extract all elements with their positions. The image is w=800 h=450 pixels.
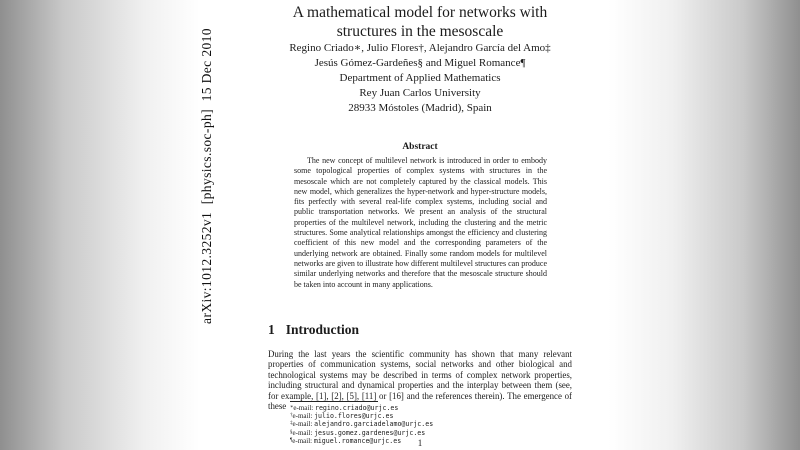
page-number: 1 <box>417 438 423 448</box>
footnote-email: regino.criado@urjc.es <box>314 404 399 412</box>
arxiv-identifier-watermark: arXiv:1012.3252v1 [physics.soc-ph] 15 Dec 2010 <box>199 28 214 324</box>
footnote-marker: ‡ <box>290 421 293 427</box>
affiliation-line: Department of Applied Mathematics <box>339 72 501 84</box>
footnote-label: e-mail: <box>292 420 315 429</box>
footnote <box>290 420 433 428</box>
footnote-email: julio.flores@urjc.es <box>314 412 394 421</box>
affiliation-line: 28933 Móstoles (Madrid), Spain <box>348 102 492 114</box>
footnote-label: e-mail: <box>292 412 315 421</box>
footnote-marker: ∗ <box>290 405 294 410</box>
footnote <box>290 412 433 420</box>
paper-title: A mathematical model for networks with structures in the mesoscale <box>292 4 548 40</box>
footnote-marker: † <box>290 413 293 419</box>
footnote <box>290 429 433 437</box>
footnote-email: alejandro.garciadelamo@urjc.es <box>314 420 434 429</box>
author-line: Jesús Gómez-Gardeñes§ and Miguel Romance¶ <box>314 57 526 69</box>
footnote-marker: § <box>290 429 293 435</box>
body-paragraph: During the last years the scientific community has shown that many relevant properties of communication systems, social networks and other biological and technological systems may be described in terms of complex network properties, including structural and dynamical properties and the interplay between them (see, for example, [1], [2], [5], [11] or [16] and the references therein). The emergence of these <box>268 349 572 412</box>
footnote-email: jesus.gomez.gardenes@urjc.es <box>314 428 426 437</box>
abstract-heading: Abstract <box>402 142 438 152</box>
footnote-marker: ¶ <box>290 437 293 443</box>
footnote-label: e-mail: <box>293 404 315 412</box>
footnote-label: e-mail: <box>292 436 314 445</box>
section-heading <box>268 322 359 338</box>
authors-block <box>250 41 590 116</box>
section-number: 1 <box>268 322 275 337</box>
footnote-rule <box>290 401 378 402</box>
author-line: Regino Criado∗, Julio Flores†, Alejandro García del Amo‡ <box>289 42 551 54</box>
footnote <box>290 404 433 412</box>
section-title: Introduction <box>285 322 360 337</box>
affiliation-line: Rey Juan Carlos University <box>359 87 481 99</box>
footnote-label: e-mail: <box>292 428 315 437</box>
footnote-email: miguel.romance@urjc.es <box>313 436 402 445</box>
abstract-text: The new concept of multilevel network is introduced in order to embody some topological properties of complex systems with structures in the mesoscale which are not completely captured by the classical models. This new model, which generalizes the hyper-network and hyper-structure models, fits perfectly with several real-life complex systems, including social and public transportation networks. We present an analysis of the structural properties of the multilevel network, including the clustering and the metric structures. Some analytical relationships amongst the efficiency and clustering coefficient of this new model and the corresponding parameters of the underlying network are obtained. Finally some random models for multilevel networks are given to illustrate how different multilevel structures can produce similar underlying networks and therefore that the mesoscale structure should be taken into account in many applications. <box>294 156 547 289</box>
